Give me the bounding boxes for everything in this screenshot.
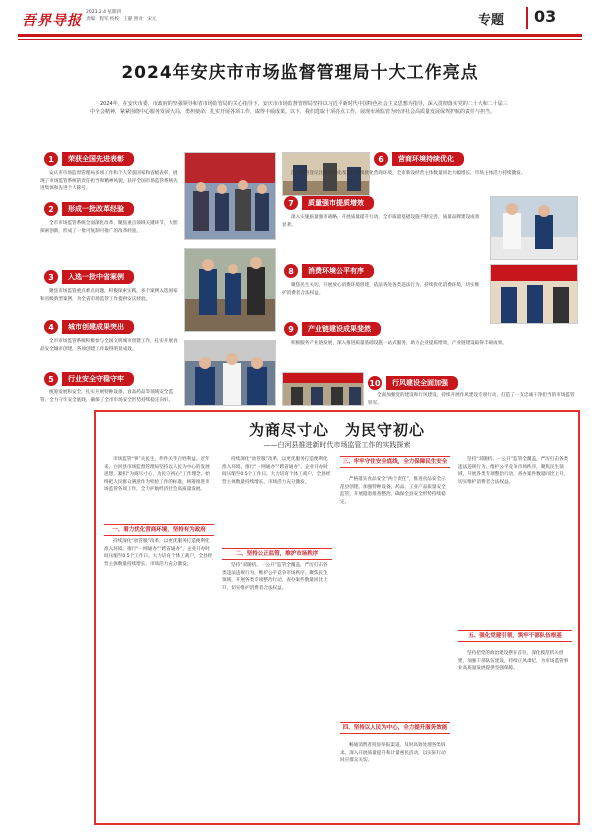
header-rule-thin — [18, 39, 582, 40]
highlight-7-heading — [284, 196, 374, 210]
highlight-4-text: 全市市场监管系统积极参与全国文明城市创建工作，扎实开展食品安全城市创建，各项创建工作取得明显成效。 — [40, 339, 178, 352]
issue-meta — [86, 9, 156, 23]
intro-paragraph: 2024年，在安庆市委、市政府的坚强领导和省市场监管局的关心指导下，安庆市市场监督管理局坚持以习近平新时代中国特色社会主义思想为指导，深入贯彻落实党的二十大和二十届三中全会精神，紧紧围绕中心服务发展大局，勇担使命，扎实开展各项工作，取得丰硕成果。以下，我们选取十项亮点工作，展现市场监管为经济社会高质量发展保驾护航的责任与担当。 — [90, 101, 508, 115]
highlight-title: 形成一批改革经验 — [62, 202, 134, 216]
article-col3-body: 严格落实食品安全“两个责任”，推进食品安全示范县创建。加强特种设备、药品、工业产品质量安全监管，开展隐患排查整治，确保全县安全形势持续稳定。 — [340, 477, 446, 505]
main-title: 2024年安庆市市场监督管理局十大工作亮点 — [121, 63, 479, 83]
article-section-4-heading: 四、坚持以人民为中心，全力提升服务效能 — [340, 722, 450, 734]
article-subhead: ——白河县推进新时代市场监管工作的实践探索 — [263, 441, 411, 449]
article-section-2-heading: 二、坚持公正监管，维护市场秩序 — [222, 548, 332, 560]
article-col2-intro: 持续深化“放管服”改革，以更优服务打造便利化准入环境。推行“一网通办”“跨省通办”，企业开办时间压缩至0.5个工作日。大力培育个体工商户，全县经营主体数量持续增长，市场活力充分激发。 — [222, 457, 331, 485]
photo-consumer-rights-image — [491, 265, 578, 324]
highlight-8-text: 聚焦民生关切，开展放心消费环境创建，依法查处各类违法行为，持续优化消费环境，切实维护消费者合法权益。 — [282, 283, 480, 296]
photo-team-meeting — [282, 372, 364, 406]
highlight-number: 6 — [374, 152, 388, 166]
highlight-7-text: 深入实施质量强市战略，开展质量提升行动，全市质量基础设施不断完善，质量品牌建设成效显著。 — [282, 215, 480, 228]
highlight-4-heading — [44, 320, 134, 334]
article-section-1-heading: 一、着力优化营商环境，坚持有为政府 — [104, 524, 214, 536]
highlight-5-heading — [44, 372, 134, 386]
highlight-title: 产业链建设成果斐然 — [302, 322, 381, 336]
article-col1-intro: 市场监管“事”关民生，件件关乎百姓利益。近年来，白河县市场监督管理局坚持以人民为中心的发展思想，紧扣“为商尽寸心，为民守初心”工作理念，始终把人民群众满意作为检验工作的标准，统筹推进市场监管各项工作，全力护航经济社会高质量发展。 — [104, 457, 210, 492]
highlight-number: 2 — [44, 202, 58, 216]
article-col1-body: 持续深化“放管服”改革，以更优服务打造便利化准入环境。推行“一网通办”“跨省通办”，企业开办时间压缩至0.5个工作日。大力培育个体工商户，全县经营主体数量持续增长，市场活力充分激发。 — [104, 539, 213, 567]
highlight-number: 3 — [44, 270, 58, 284]
highlight-number: 4 — [44, 320, 58, 334]
highlight-number: 10 — [368, 376, 382, 390]
highlight-3-text: 聚焦市场监管重点难点问题，积极探索实践，多个案例入选国家和省级典型案例，为全省市场监管工作提供安庆经验。 — [40, 289, 178, 302]
highlight-title: 城市创建成果突出 — [62, 320, 134, 334]
photo-safety-check — [184, 340, 276, 406]
section-title: 专题 — [478, 13, 505, 28]
highlight-number: 1 — [44, 152, 58, 166]
masthead: 吾界导报 — [22, 13, 82, 29]
highlight-9-heading — [284, 322, 381, 336]
highlight-1-text: 安庆市市场监督管理局多项工作和个人荣获国家和省级表彰，展现了市场监管系统的责任担当和精神风貌，获评全国市场监管系统先进集体和先进个人称号。 — [40, 171, 178, 191]
photo-team-meeting-image — [283, 373, 364, 406]
highlight-2-text: 全市市场监管系统全面深化改革，聚焦重点领域关键环节，大胆探索创新，形成了一批可复制可推广的改革经验。 — [40, 221, 178, 234]
article-headline: 为商尽寸心 为民守初心 — [248, 421, 425, 439]
issue-editors: 责编：程军 校校：王静 照对：宋元 — [86, 17, 157, 22]
page-number: 03 — [526, 7, 580, 29]
photo-award-ceremony-image — [185, 153, 276, 240]
article-col4-intro: 坚持“双随机、一公开”监管全覆盖，严厉打击各类违法违规行为，维护公平竞争市场秩序。聚焦民生领域，开展各类专项整治行动，查办案件数量同比上升，切实维护消费者合法权益。 — [458, 457, 569, 485]
photo-award-ceremony — [184, 152, 276, 240]
feature-article — [94, 410, 580, 825]
article-section-3-heading: 三、牢牢守住安全底线，全力保障民生安全 — [340, 456, 450, 468]
highlight-number: 8 — [284, 264, 298, 278]
article-col3-body-2: 畅通消费者投诉举报渠道，及时高效处理各类诉求。深入开展质量提升和计量惠民活动，以实际行动回应群众关切。 — [340, 743, 446, 763]
highlight-title: 荣获全国先进表彰 — [62, 152, 134, 166]
highlight-number: 9 — [284, 322, 298, 336]
highlight-6-heading — [374, 152, 464, 166]
highlight-1-heading — [44, 152, 134, 166]
photo-consumer-rights — [490, 264, 578, 324]
article-col2-body: 坚持“双随机、一公开”监管全覆盖，严厉打击各类违法违规行为，维护公平竞争市场秩序。聚焦民生领域，开展各类专项整治行动，查办案件数量同比上升，切实维护消费者合法权益。 — [222, 563, 328, 591]
article-section-5-heading: 五、强化党建引领，筑牢干部队伍根基 — [458, 630, 572, 642]
highlight-number: 7 — [284, 196, 298, 210]
issue-date: 2023.2.4 星期四 — [86, 10, 121, 15]
article-col4-body: 坚持把党的政治建设摆在首位，深化模范机关创建，加强干部队伍建设，持续正风肃纪，为市场监管事业高质量发展提供坚强保障。 — [458, 651, 569, 671]
highlight-10-heading — [368, 376, 458, 390]
highlight-number: 5 — [44, 372, 58, 386]
highlight-title: 营商环境持续优化 — [392, 152, 464, 166]
highlight-2-heading — [44, 202, 134, 216]
highlight-title: 消费环境公平有序 — [302, 264, 374, 278]
highlight-title: 行业安全守稳守牢 — [62, 372, 134, 386]
photo-inspection-image — [185, 249, 276, 332]
photo-inspection — [184, 248, 276, 332]
highlight-8-heading — [284, 264, 374, 278]
photo-quality-lab-image — [491, 197, 578, 260]
highlight-title: 行风建设全面加强 — [386, 376, 458, 390]
highlight-10-text: 全面加强党的建设和行风建设，持续开展作风建设专项行动，打造了一支忠诚干净担当的市场监管铁军。 — [368, 393, 575, 406]
highlight-6-text: 深入推进登记注册便利化改革，持续优化营商环境，全市新设经营主体数量同比大幅增长，市场主体活力持续激发。 — [291, 171, 526, 176]
photo-safety-check-image — [185, 341, 276, 406]
highlight-9-text: 积极服务产业链发展，深入推进质量基础设施一站式服务，助力企业提质增效，产业链建设取得丰硕成果。 — [291, 341, 507, 346]
highlight-3-heading — [44, 270, 134, 284]
highlight-title: 入选一批中省案例 — [62, 270, 134, 284]
highlight-title: 质量强市提质增效 — [302, 196, 374, 210]
highlight-5-text: 统筹发展和安全，扎实开展特种设备、食品药品等领域安全监管，全力守牢安全底线，确保了全市市场安全形势持续稳定向好。 — [40, 390, 174, 403]
photo-quality-lab — [490, 196, 578, 260]
header-rule-thick — [18, 34, 582, 37]
page-header — [0, 0, 600, 46]
